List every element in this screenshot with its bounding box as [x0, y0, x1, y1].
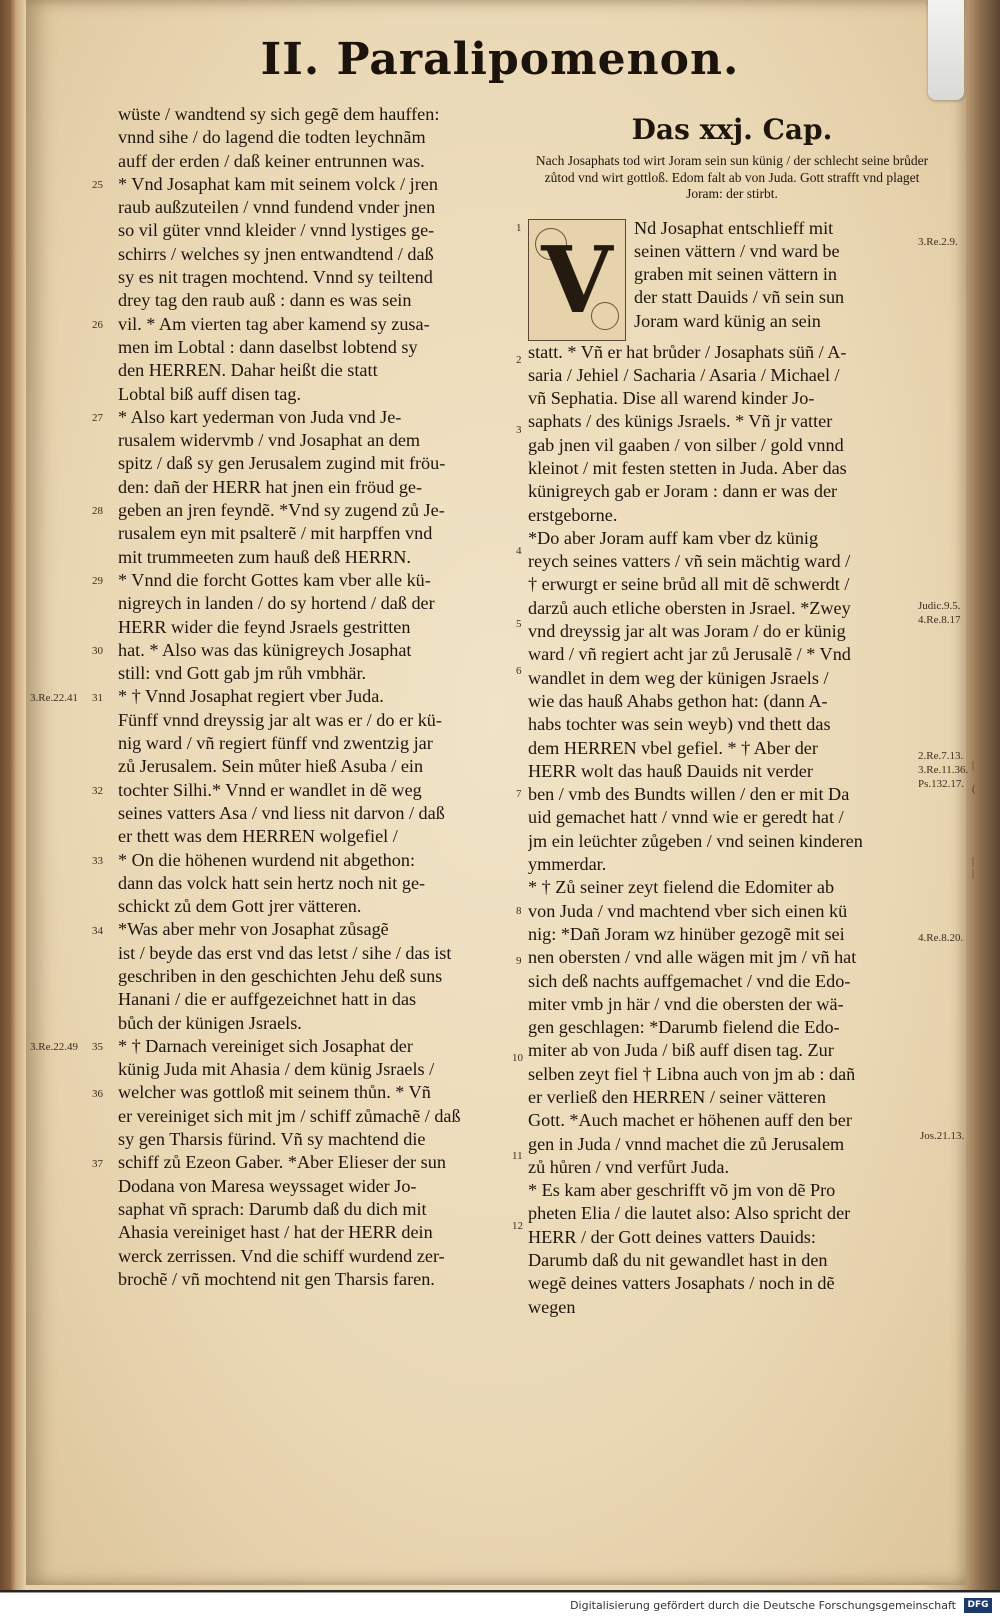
verse-number: 31 [92, 691, 103, 704]
left-text-line: Ahasia vereiniget hast / hat der HERR dein [118, 1222, 433, 1243]
right-text-line: * † Zů seiner zeyt fielend die Edomiter ab [528, 877, 835, 898]
left-text-line: * On die höhenen wurdend nit abgethon: [118, 849, 415, 870]
verse-number: 26 [92, 318, 103, 331]
margin-reference: Judic.9.5. [918, 600, 961, 612]
left-text-line: *Was aber mehr von Josaphat zůsagẽ [118, 919, 389, 940]
verse-number: 3 [516, 424, 522, 436]
left-text-line: er thett was dem HERREN wolgefiel / [118, 826, 398, 847]
verse-number: 2 [516, 354, 522, 366]
verse-number: 37 [92, 1157, 103, 1170]
verse-number: 36 [92, 1087, 103, 1100]
left-text-line: bůch der künigen Jsraels. [118, 1012, 302, 1033]
initial-block [528, 217, 936, 333]
left-text-line: sy gen Tharsis fürind. Vñ sy machtend die [118, 1129, 426, 1150]
left-text-line: vnnd sihe / do lagend die todten leychnãm [118, 127, 426, 148]
right-text-line: Darumb daß du nit gewandlet hast in den [528, 1250, 828, 1271]
right-text-line: † erwurgt er seine brůd all mit dẽ schwerdt / [528, 574, 850, 595]
right-text-line: jm ein leüchter zůgeben / vnd seinen kinderen [528, 830, 863, 851]
verse-number: 29 [92, 575, 103, 587]
left-text-line: mit trummeeten zum hauß deß HERRN. [118, 546, 411, 567]
verse-number: 11 [512, 1150, 523, 1162]
left-text-line: HERR wider die feynd Jsraels gestritten [118, 616, 411, 637]
left-text-line: auff der erden / daß keiner entrunnen was. [118, 150, 425, 171]
right-text-line: * Es kam aber geschrifft võ jm von dẽ Pro [528, 1180, 836, 1201]
left-text-line: dann das volck hatt sein hertz noch nit ge- [118, 872, 426, 893]
verse-number: 8 [516, 905, 522, 917]
right-text-line: vñ Sephatia. Dise all warend kinder Jo- [528, 388, 815, 409]
verse-number: 28 [92, 505, 103, 518]
left-text-line: still: vnd Gott gab jm růh vmbhär. [118, 663, 367, 684]
right-text-line: gab jnen vil gaaben / von silber / gold vnnd [528, 434, 844, 455]
left-text-line: den HERREN. Dahar heißt die statt [118, 360, 378, 381]
right-column-lines [528, 341, 936, 1319]
left-text-line: wüste / wandtend sy sich gegẽ dem hauffen: [118, 104, 440, 124]
margin-reference: 3.Re.22.49 [30, 1041, 78, 1053]
left-text-line: raub außzuteilen / vnnd fundend vnder jnen [118, 197, 436, 218]
left-text-line: Fünff vnnd dreyssig jar alt was er / do er kü- [118, 709, 442, 730]
right-text-line: reych seines vatters / vñ sein mächtig ward / [528, 551, 851, 572]
left-text-line: so vil güter vnnd kleider / vnnd lystiges ge- [118, 220, 435, 241]
right-text-line: künigreych gab er Joram : dann er was der [528, 481, 838, 502]
left-text-line: * Vnd Josaphat kam mit seinem volck / jren [118, 173, 438, 194]
right-text-line: Gott. *Auch machet er höhenen auff den ber [528, 1110, 852, 1131]
initial-text-line: Joram ward künig an sein [634, 310, 821, 331]
left-text-line: tochter Silhi.* Vnnd er wandlet in dẽ weg [118, 779, 422, 800]
right-text-line: ward / vñ regiert acht jar zů Jerusalẽ / * Vnd [528, 644, 851, 665]
left-text-line: Dodana von Maresa weyssaget wider Jo- [118, 1175, 417, 1196]
verse-number: 30 [92, 644, 103, 657]
edge-of-facing-page: | ( | | [972, 760, 976, 879]
left-text-line: rusalem widervmb / vnd Josaphat an dem [118, 430, 421, 451]
left-text-line: hat. * Also was das künigreych Josaphat [118, 639, 412, 660]
right-text-line: sich deß nachts auffgemachet / vnd die Edo- [528, 970, 851, 991]
right-text-line: wie das hauß Ahabs gethon hat: (dann A- [528, 690, 828, 711]
verse-number: 7 [516, 788, 522, 800]
left-text-line: brochẽ / vñ mochtend nit gen Tharsis faren. [118, 1268, 435, 1289]
verse-number: 25 [92, 178, 103, 191]
left-text-line: Lobtal biß auff disen tag. [118, 383, 302, 404]
right-text-line: vnd dreyssig jar alt was Joram / do er künig [528, 621, 846, 642]
verse-number: 6 [516, 665, 522, 677]
left-text-line: schiff zů Ezeon Gaber. *Aber Elieser der sun [118, 1152, 446, 1173]
digitization-footer [0, 1592, 1000, 1620]
right-text-line: von Juda / vnd machtend vber sich einen kü [528, 900, 848, 921]
verse-number: 32 [92, 784, 103, 797]
initial-text-line: Nd Josaphat entschlieff mit [634, 217, 834, 238]
right-text-line: miter ab von Juda / biß auff disen tag. Zur [528, 1040, 834, 1061]
right-text-line: uid gemachet hatt / vnnd wie er geredt hat / [528, 807, 844, 828]
verse-number: 5 [516, 618, 522, 630]
right-text-line: miter vmb jn här / vnd die obersten der wä- [528, 993, 844, 1014]
left-text-line: schickt zů dem Gott jrer vätteren. [118, 896, 362, 917]
margin-reference: 2.Re.7.13. [918, 750, 964, 762]
margin-reference: 4.Re.8.20. [918, 932, 964, 944]
right-text-line: nig: *Dañ Joram wz hinüber gezogẽ mit sei [528, 923, 845, 944]
verse-number: 10 [512, 1052, 523, 1064]
right-text-line: saria / Jehiel / Sacharia / Asaria / Michael / [528, 364, 840, 385]
right-text-line: zů hůren / vnd verfůrt Juda. [528, 1156, 730, 1177]
left-text-line: drey tag den raub auß : dann es was sein [118, 290, 412, 311]
left-text-line: zů Jerusalem. Sein můter hieß Asuba / ein [118, 756, 424, 777]
right-text-line: gen in Juda / vnnd machet die zů Jerusalem [528, 1133, 845, 1154]
right-text-line: wegẽ deines vatters Josaphats / noch in dẽ [528, 1273, 835, 1294]
verse-number: 34 [92, 924, 103, 937]
verse-number: 33 [92, 854, 103, 867]
margin-reference: Ps.132.17. [918, 778, 965, 790]
left-text-line: den: dañ der HERR hat jnen ein fröud ge- [118, 476, 423, 497]
left-column [118, 103, 518, 1291]
left-text-line: * † Vnnd Josaphat regiert vber Juda. [118, 686, 384, 707]
left-text-line: Hanani / die er auffgezeichnet hatt in das [118, 989, 417, 1010]
right-text-line: darzů auch etliche obersten in Jsrael. *Zwey [528, 597, 851, 618]
left-text-line: spitz / daß sy gen Jerusalem zugind mit fröu- [118, 453, 446, 474]
right-text-line: HERR wolt das hauß Dauids nit verder [528, 760, 813, 781]
verse-number: 1 [516, 222, 522, 234]
right-text-line: saphats / des künigs Jsraels. * Vñ jr vatter [528, 411, 833, 432]
left-text-line: * Also kart yederman von Juda vnd Je- [118, 406, 402, 427]
left-text-line: er vereiniget sich mit jm / schiff zůmachẽ / daß [118, 1105, 461, 1126]
initial-text-line: der statt Dauids / vñ sein sun [634, 287, 845, 308]
left-text-line: welcher was gottloß mit seinem thůn. * Vñ [118, 1082, 431, 1103]
margin-reference: Jos.21.13. [920, 1130, 965, 1142]
left-text-line: * Vnnd die forcht Gottes kam vber alle kü- [118, 569, 431, 590]
left-text-line: sy es nit tragen mochtend. Vnnd sy teiltend [118, 267, 433, 288]
right-text-line: erstgeborne. [528, 504, 618, 525]
left-text-line: * † Darnach vereiniget sich Josaphat der [118, 1035, 413, 1056]
right-text-line: ben / vmb des Bundts willen / den er mit Da [528, 784, 850, 805]
right-text-line: er verließ den HERREN / seiner vätteren [528, 1087, 826, 1107]
initial-text-line: seinen vättern / vnd ward be [634, 240, 840, 261]
initial-letter: V [541, 225, 613, 334]
verse-number: 12 [512, 1220, 523, 1232]
margin-reference: 3.Re.11.36. [918, 764, 969, 776]
right-text-line: nen obersten / vnd alle wägen mit jm / vñ hat [528, 947, 857, 968]
right-text-line: gen geschlagen: *Darumb fielend die Edo- [528, 1017, 840, 1038]
right-text-line: *Do aber Joram auff kam vber dz künig [528, 527, 819, 548]
right-text-line: HERR / der Gott deines vatters Dauids: [528, 1226, 816, 1247]
dfg-logo: DFG [964, 1598, 992, 1613]
left-text-line: vil. * Am vierten tag aber kamend sy zusa- [118, 313, 430, 334]
verse-number: 9 [516, 955, 522, 967]
right-text-line: wegen [528, 1296, 576, 1317]
verse-number: 4 [516, 545, 522, 557]
left-text-line: künig Juda mit Ahasia / dem künig Jsraels / [118, 1059, 435, 1080]
verse-number: 27 [92, 411, 103, 424]
left-text-line: rusalem eyn mit psalterẽ / mit harpffen vnd [118, 523, 433, 544]
initial-text-line: graben mit seinen vättern in [634, 264, 838, 285]
left-text-line: werck zerrissen. Vnd die schiff wurdend zer- [118, 1245, 445, 1266]
left-text-line: men im Lobtal : dann daselbst lobtend sy [118, 336, 418, 357]
right-text-line: habs tochter was sein weyb) vnd thett das [528, 714, 831, 735]
left-text-line: schirrs / welches sy jnen entwandtend / daß [118, 243, 434, 264]
right-column [528, 103, 936, 1319]
left-text-line: seines vatters Asa / vnd liess nit darvon / daß [118, 802, 445, 823]
left-text-line: nig ward / vñ regiert fünff vnd zwentzig jar [118, 733, 433, 754]
left-text-line: nigreych in landen / do sy hortend / daß der [118, 593, 435, 614]
margin-reference: 3.Re.22.41 [30, 691, 78, 704]
left-text-line: geschriben in den geschichten Jehu deß suns [118, 965, 443, 986]
right-text-line: selben zeyt fiel † Libna auch von jm ab : dañ [528, 1063, 856, 1084]
chapter-summary: Nach Josaphats tod wirt Joram sein sun künig / der schlecht seine brůder zůtod vnd wirt gottloß. Edom falt ab von Juda. Gott strafft vnd plaget Joram: der stirbt. [535, 153, 929, 201]
right-text-line: kleinot / mit festen stetten in Juda. Aber das [528, 457, 847, 478]
right-text-line: statt. * Vñ er hat brůder / Josaphats süñ / A- [528, 341, 847, 362]
right-text-line: dem HERREN vbel gefiel. * † Aber der [528, 737, 818, 758]
right-text-line: pheten Elia / die lautet also: Also spricht der [528, 1203, 851, 1224]
right-text-line: ymmerdar. [528, 854, 607, 875]
decorated-initial [528, 219, 626, 341]
chapter-heading: Das xxj. Cap. [631, 113, 833, 146]
left-text-line: geben an jren feyndẽ. *Vnd sy zugend zů Je- [118, 500, 445, 521]
running-head: II. Paralipomenon. [260, 34, 740, 85]
right-text-line: wandlet in dem weg der künigen Jsraels / [528, 667, 829, 688]
margin-reference: 3.Re.2.9. [918, 236, 958, 248]
left-text-line: ist / beyde das erst vnd das letst / sihe / das ist [118, 942, 452, 963]
verse-number: 35 [92, 1041, 103, 1053]
margin-reference: 4.Re.8.17 [918, 614, 961, 626]
left-text-line: saphat vñ sprach: Darumb daß du dich mit [118, 1198, 427, 1219]
footer-credit: Digitalisierung gefördert durch die Deutsche Forschungsgemeinschaft [570, 1599, 956, 1612]
